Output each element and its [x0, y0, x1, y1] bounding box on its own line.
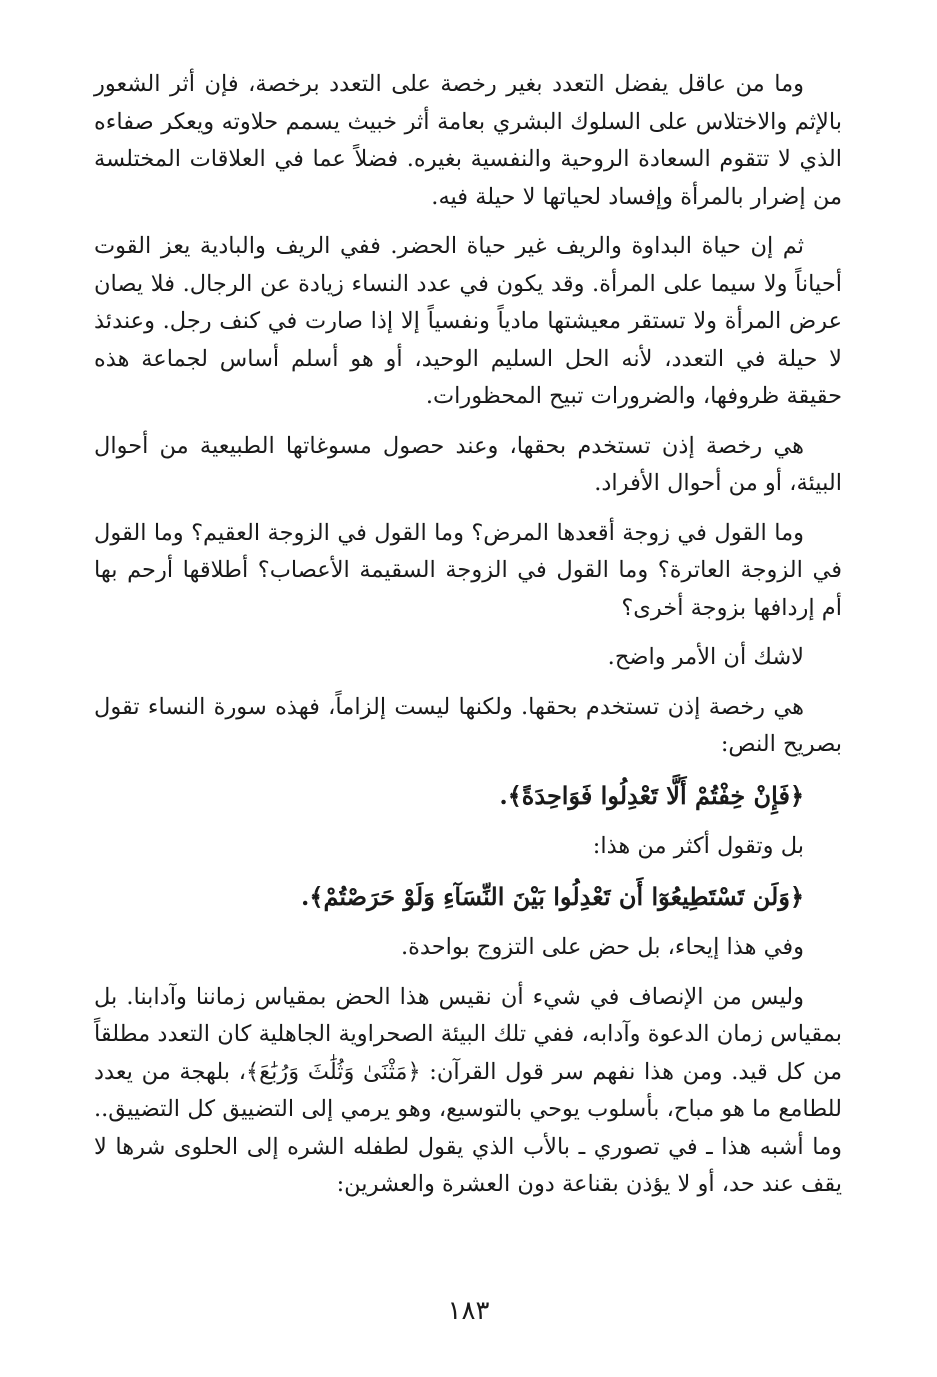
quran-verse-1: ﴿فَإِنْ خِفْتُمْ أَلَّا تَعْدِلُوا فَوَاحِدَةً﴾. — [499, 780, 804, 810]
paragraph-6: هي رخصة إذن تستخدم بحقها. ولكنها ليست إلزاماً، فهذه سورة النساء تقول بصريح النص: — [94, 693, 842, 757]
paragraph-4: وما القول في زوجة أقعدها المرض؟ وما القول في الزوجة العقيم؟ وما القول في الزوجة العاترة؟ وما القول في الزوجة السقيمة الأعصاب؟ أطلاقها أرحم بها أم إردافها بزوجة أخرى؟ — [94, 519, 842, 621]
paragraph-1: وما من عاقل يفضل التعدد بغير رخصة على التعدد برخصة، فإن أثر الشعور بالإثم والاختلاس على السلوك البشري بعامة أثر خبيث يسمم حلاوته ويعكر صفاءه الذي لا تتقوم السعادة الروحية والنفسية بغيره. فضلاً عما في العلاقات المختلسة من إضرار بالمرأة وإفساد لحياتها لا حيلة فيه. — [94, 71, 842, 210]
paragraph-9: وليس من الإنصاف في شيء أن نقيس هذا الحض بمقياس زماننا وآدابنا. بل بمقياس زمان الدعوة وآدابه، ففي تلك البيئة الصحراوية الجاهلية كان التعدد مطلقاً من كل قيد. ومن هذا نفهم سر قول القرآن: ﴿مَثْنَىٰ وَثُلَٰثَ وَرُبَٰعَ﴾، بلهجة من يعدد للطامع ما هو مباح، بأسلوب يوحي بالتوسيع، وهو يرمي إلى التضييق كل التضييق.. وما أشبه هذا ـ في تصوري ـ بالأب الذي يقول لطفله الشره إلى الحلوى شرها لا يقف عند حد، أو لا يؤذن بقناعة دون العشرة والعشرين: — [94, 983, 842, 1197]
paragraph-3: هي رخصة إذن تستخدم بحقها، وعند حصول مسوغاتها الطبيعية من أحوال البيئة، أو من أحوال الأفراد. — [94, 432, 842, 496]
paragraph-5: لاشك أن الأمر واضح. — [607, 644, 804, 670]
paragraph-8: وفي هذا إيحاء، بل حض على التزوج بواحدة. — [400, 934, 804, 960]
paragraph-7: بل وتقول أكثر من هذا: — [592, 832, 804, 859]
page-number: ١٨٣ — [447, 1296, 490, 1326]
quran-verse-2: ﴿وَلَن تَسْتَطِيعُوٓا أَن تَعْدِلُوا بَيْنَ النِّسَآءِ وَلَوْ حَرَصْتُمْ﴾. — [301, 882, 804, 911]
page-body — [94, 66, 842, 1216]
paragraph-2: ثم إن حياة البداوة والريف غير حياة الحضر. ففي الريف والبادية يعز القوت أحياناً ولا سيما على المرأة. وقد يكون في عدد النساء زيادة عن الرجال. فلا يصان عرض المرأة ولا تستقر معيشتها مادياً ونفسياً إلا إذا صارت في كنف رجل. وعندئذ لا حيلة في التعدد، لأنه الحل السليم الوحيد، أو هو أسلم أساس لجماعة هذه حقيقة ظروفها، والضرورات تبيح المحظورات. — [94, 233, 842, 409]
